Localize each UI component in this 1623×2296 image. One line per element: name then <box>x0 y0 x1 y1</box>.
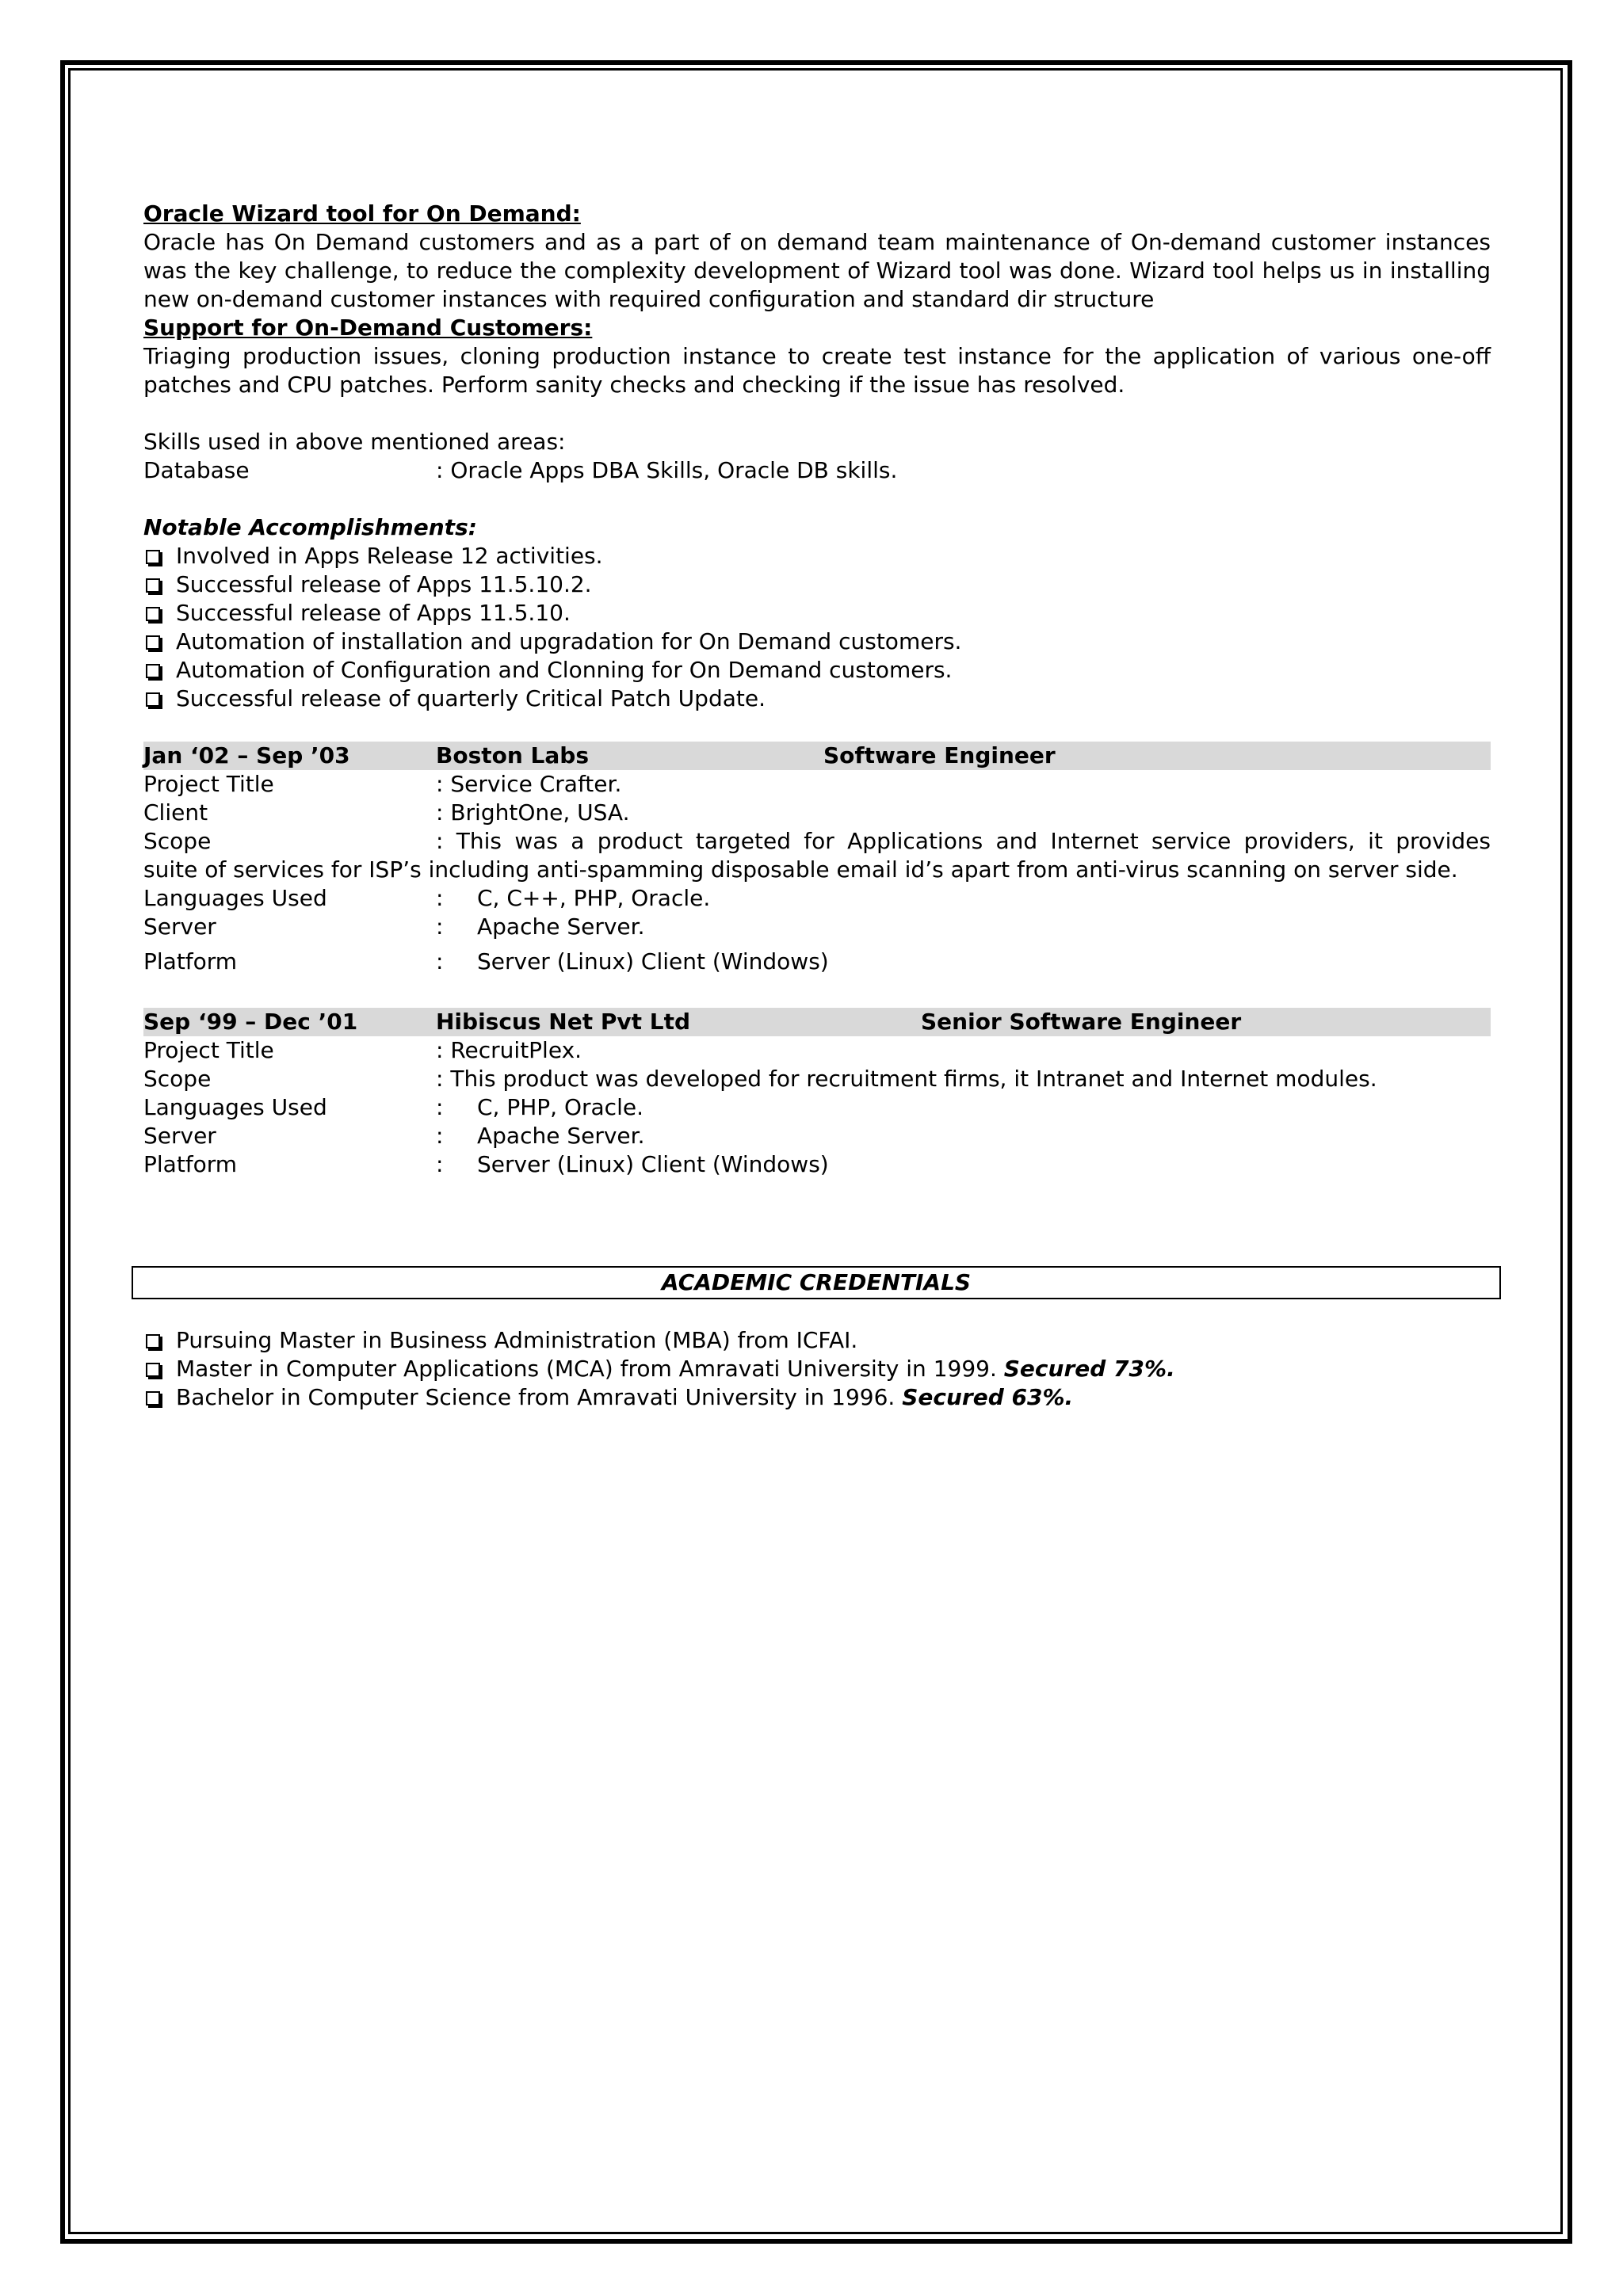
job1-role: Software Engineer <box>823 742 1056 769</box>
list-item: Successful release of Apps 11.5.10.2. <box>143 570 1491 599</box>
job1-platform-row <box>143 948 1491 976</box>
job1-platform-value: Server (Linux) Client (Windows) <box>477 948 829 974</box>
checkbox-bullet-icon <box>146 664 160 678</box>
job1-server-value: Apache Server. <box>477 913 645 940</box>
checkbox-bullet-icon <box>146 550 160 564</box>
job1-languages-label: Languages Used <box>143 885 327 911</box>
job2-languages-value: C, PHP, Oracle. <box>477 1094 643 1120</box>
job1-languages-colon: : <box>436 885 444 911</box>
job1-server-row <box>143 913 1491 941</box>
job1-languages-value: C, C++, PHP, Oracle. <box>477 885 711 911</box>
job2-scope-row <box>143 1065 1491 1093</box>
list-item: Automation of installation and upgradation for On Demand customers. <box>143 627 1491 656</box>
checkbox-bullet-icon <box>146 635 160 650</box>
academic-list <box>143 1326 1491 1412</box>
job1-client-value: : BrightOne, USA. <box>436 799 630 826</box>
resume-content <box>143 200 1491 1412</box>
job2-platform-label: Platform <box>143 1151 238 1177</box>
job2-server-colon: : <box>436 1123 444 1149</box>
job2-platform-colon: : <box>436 1151 444 1177</box>
checkbox-bullet-icon <box>146 1334 160 1348</box>
support-heading: Support for On-Demand Customers: <box>143 315 593 341</box>
job1-dates: Jan ‘02 – Sep ’03 <box>143 742 350 769</box>
job2-languages-label: Languages Used <box>143 1094 327 1120</box>
job2-server-row <box>143 1122 1491 1150</box>
checkbox-bullet-icon <box>146 692 160 707</box>
job2-project-value: : RecruitPlex. <box>436 1037 582 1063</box>
job2-server-value: Apache Server. <box>477 1123 645 1149</box>
job1-scope-continued: suite of services for ISP’s including anti-spamming disposable email id’s apart from anti-virus scanning on server side. <box>143 856 1458 883</box>
list-item: Bachelor in Computer Science from Amravati University in 1996. Secured 63%. <box>143 1383 1491 1412</box>
job2-scope-label: Scope <box>143 1066 212 1092</box>
list-item: Master in Computer Applications (MCA) from Amravati University in 1999. Secured 73%. <box>143 1355 1491 1383</box>
job2-header <box>143 1008 1491 1036</box>
job2-role: Senior Software Engineer <box>921 1009 1242 1035</box>
job1-project-value: : Service Crafter. <box>436 771 622 797</box>
job1-server-label: Server <box>143 913 216 940</box>
job2-languages-row <box>143 1093 1491 1122</box>
checkbox-bullet-icon <box>146 1391 160 1405</box>
job2-project-row <box>143 1036 1491 1065</box>
checkbox-bullet-icon <box>146 607 160 621</box>
skills-label: Database <box>143 457 250 483</box>
list-item: Involved in Apps Release 12 activities. <box>143 542 1491 570</box>
job2-project-label: Project Title <box>143 1037 274 1063</box>
job2-languages-colon: : <box>436 1094 444 1120</box>
job2-dates: Sep ‘99 – Dec ’01 <box>143 1009 358 1035</box>
job2-platform-row <box>143 1150 1491 1179</box>
job1-languages-row <box>143 884 1491 913</box>
list-item: Successful release of quarterly Critical Patch Update. <box>143 685 1491 713</box>
job1-scope-value: : This was a product targeted for Applications and Internet service providers, it provides <box>436 828 1491 854</box>
job1-client-row <box>143 799 1491 827</box>
skills-value: : Oracle Apps DBA Skills, Oracle DB skills. <box>436 457 898 483</box>
skills-row <box>143 456 1491 485</box>
list-item: Pursuing Master in Business Administration (MBA) from ICFAI. <box>143 1326 1491 1355</box>
job2-company: Hibiscus Net Pvt Ltd <box>436 1009 691 1035</box>
job1-project-row <box>143 770 1491 799</box>
support-text: Triaging production issues, cloning production instance to create test instance for the application of various one-off patches and CPU patches. Perform sanity checks and checking if the issue has resolved. <box>143 343 1491 398</box>
job2-platform-value: Server (Linux) Client (Windows) <box>477 1151 829 1177</box>
job1-server-colon: : <box>436 913 444 940</box>
accomplishments-list <box>143 542 1491 713</box>
oracle-wizard-heading: Oracle Wizard tool for On Demand: <box>143 200 581 227</box>
skills-intro: Skills used in above mentioned areas: <box>143 429 566 455</box>
oracle-wizard-text: Oracle has On Demand customers and as a part of on demand team maintenance of On-demand customer instances was the key challenge, to reduce the complexity development of Wizard tool was done. Wizard tool helps us in installing new on-demand customer instances with required configuration and standard dir structure <box>143 229 1491 312</box>
job2-server-label: Server <box>143 1123 216 1149</box>
academic-credentials-heading: ACADEMIC CREDENTIALS <box>132 1266 1501 1299</box>
job1-scope-label: Scope <box>143 828 212 854</box>
accomplishments-heading: Notable Accomplishments: <box>143 514 477 540</box>
job1-header <box>143 742 1491 770</box>
checkbox-bullet-icon <box>146 578 160 593</box>
job2-scope-value: : This product was developed for recruitment firms, it Intranet and Internet modules. <box>436 1066 1377 1092</box>
job1-company: Boston Labs <box>436 742 589 769</box>
job1-scope-row <box>143 827 1491 856</box>
job1-project-label: Project Title <box>143 771 274 797</box>
list-item: Successful release of Apps 11.5.10. <box>143 599 1491 627</box>
checkbox-bullet-icon <box>146 1363 160 1377</box>
list-item: Automation of Configuration and Clonning for On Demand customers. <box>143 656 1491 685</box>
job1-platform-colon: : <box>436 948 444 974</box>
job1-platform-label: Platform <box>143 948 238 974</box>
job1-client-label: Client <box>143 799 208 826</box>
